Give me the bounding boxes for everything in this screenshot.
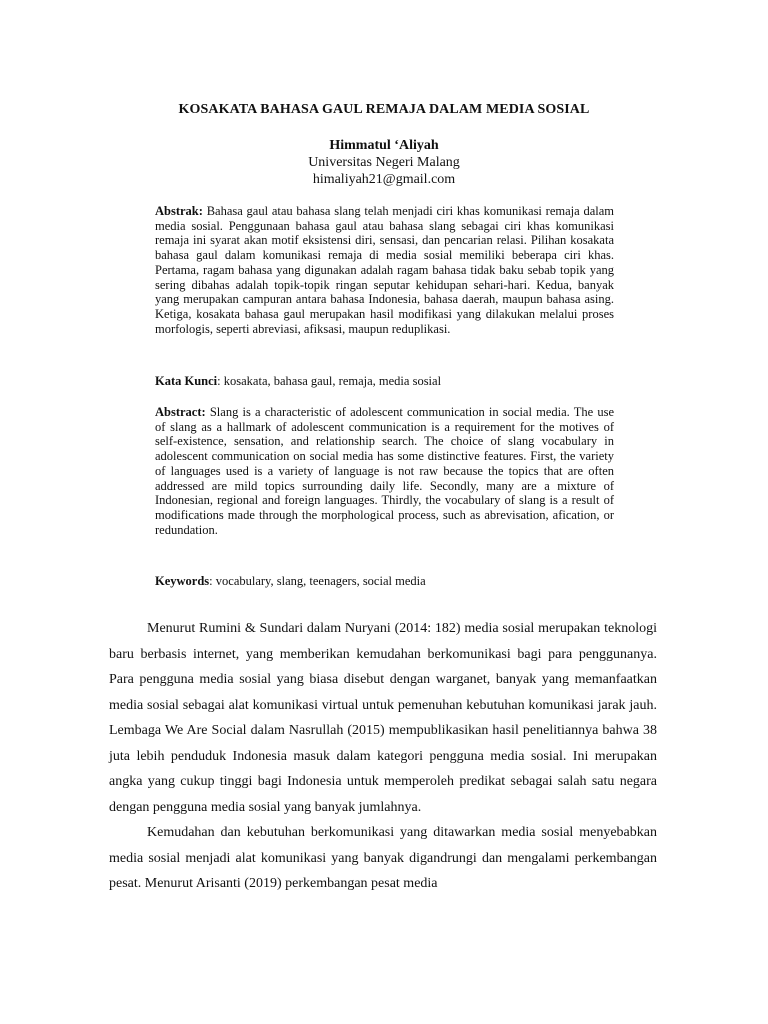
author-name: Himmatul ‘Aliyah	[329, 138, 439, 153]
keywords-text: : vocabulary, slang, teenagers, social media	[209, 574, 426, 588]
kata-kunci-text: : kosakata, bahasa gaul, remaja, media sosial	[217, 374, 442, 388]
body-paragraph: Menurut Rumini & Sundari dalam Nuryani (2014: 182) media sosial merupakan teknologi baru berbasis internet, yang memberikan kemudahan berkomunikasi bagi para penggunanya. Para pengguna media sosial yang biasa disebut dengan warganet, banyak yang memanfaatkan media sosial sebagai alat komunikasi virtual untuk pemenuhan kebutuhan komunikasi jarak jauh. Lembaga We Are Social dalam Nasrullah (2015) mempublikasikan hasil penelitiannya bahwa 38 juta lebih penduduk Indonesia masuk dalam kategori pengguna media sosial. Ini merupakan angka yang cukup tinggi bagi Indonesia untuk memperoleh predikat sebagai salah satu negara dengan pengguna media sosial yang banyak jumlahnya.	[109, 621, 657, 815]
author-email: himaliyah21@gmail.com	[312, 172, 456, 187]
author-block	[0, 137, 768, 188]
body-text	[109, 616, 657, 897]
keywords-label: Keywords	[155, 574, 210, 588]
abstract-text: Slang is a characteristic of adolescent communication in social media. The use of slang as a hallmark of adolescent communication is a requirement for the motives of self-existence, sensation, and relationship search. The choice of slang vocabulary in adolescent communication on social media has some distinctive features. First, the variety of languages used is a variety of language is not raw because the topics that are often addressed are mild topics surrounding daily life. Secondly, many are a mixture of Indonesian, regional and foreign languages. Thirdly, the vocabulary of slang is a result of modifications made through the morphological process, such as abrevisation, afication, or redundation.	[155, 405, 614, 537]
kata-kunci-line	[155, 374, 614, 389]
kata-kunci-label: Kata Kunci	[155, 374, 218, 388]
abstrak-label: Abstrak:	[155, 204, 203, 218]
abstract-label: Abstract:	[155, 405, 206, 419]
abstrak-paragraph	[155, 204, 614, 336]
abstrak-text: Bahasa gaul atau bahasa slang telah menjadi ciri khas komunikasi remaja dalam media sosial. Penggunaan bahasa gaul atau bahasa slang sebagai ciri khas komunikasi remaja ini syarat akan motif eksistensi diri, sensasi, dan pencarian relasi. Pilihan kosakata bahasa gaul dalam komunikasi remaja di media sosial memiliki beberapa ciri khas. Pertama, ragam bahasa yang digunakan adalah ragam bahasa tidak baku sebab topik yang sering dibahas adalah topik-topik ringan seputar kehidupan sehari-hari. Kedua, banyak yang merupakan campuran antara bahasa Indonesia, bahasa daerah, maupun bahasa asing. Ketiga, kosakata bahasa gaul merupakan hasil modifikasi yang dilakukan melalui proses morfologis, seperti abreviasi, afiksasi, maupun reduplikasi.	[155, 204, 614, 336]
author-affiliation: Universitas Negeri Malang	[308, 155, 460, 170]
body-paragraph: Kemudahan dan kebutuhan berkomunikasi yang ditawarkan media sosial menyebabkan media sosial menjadi alat komunikasi yang banyak digandrungi dan mengalami perkembangan pesat. Menurut Arisanti (2019) perkembangan pesat media	[109, 825, 657, 891]
keywords-line	[155, 574, 614, 589]
abstract-paragraph	[155, 405, 614, 537]
paper-title: KOSAKATA BAHASA GAUL REMAJA DALAM MEDIA SOSIAL	[178, 102, 590, 117]
